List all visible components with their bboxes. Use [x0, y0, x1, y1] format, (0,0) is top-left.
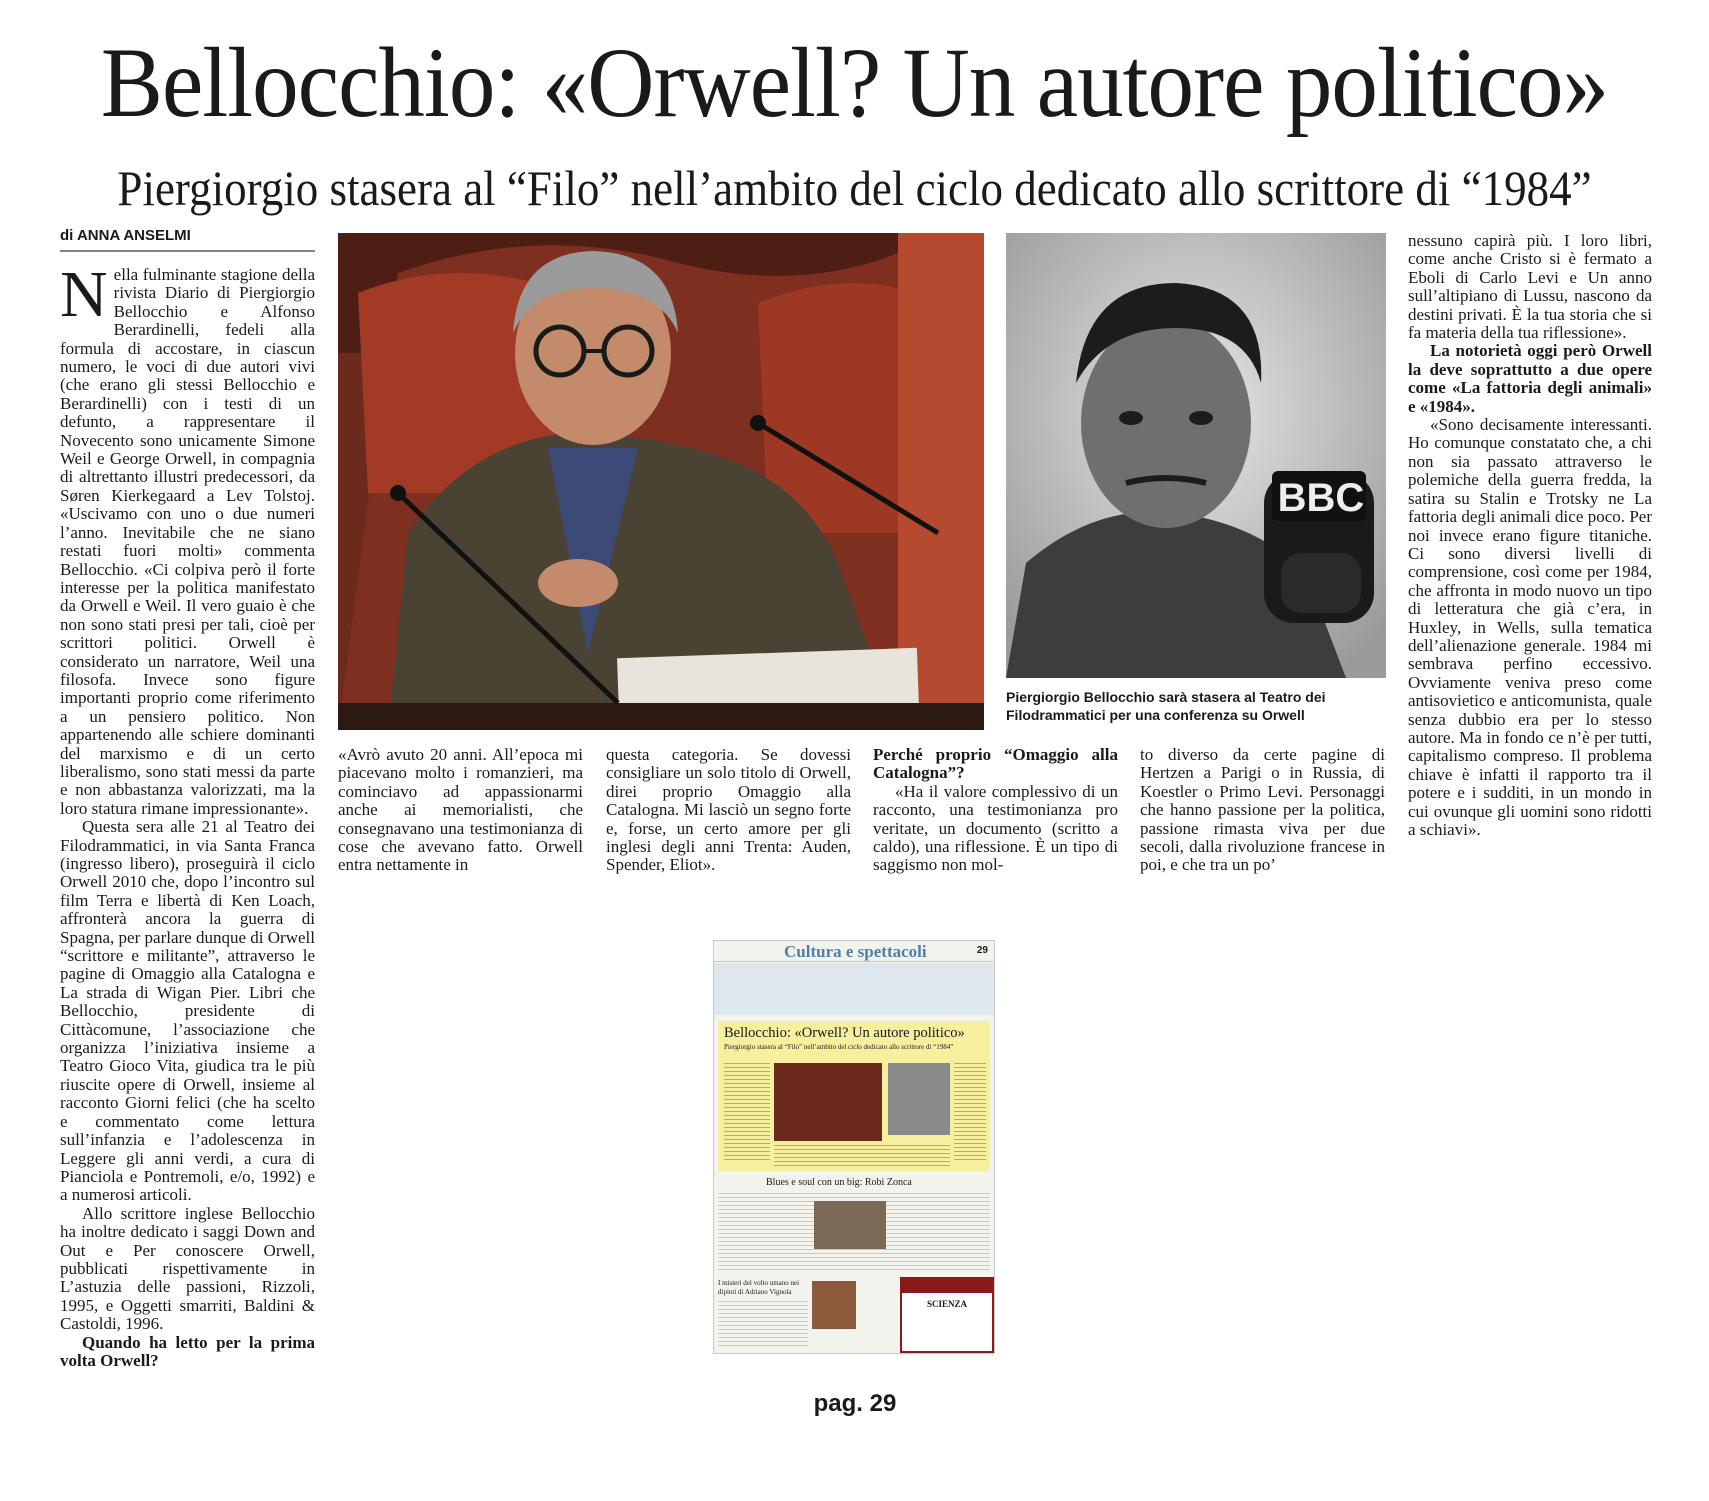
thumb-story-2-title: Blues e soul con un big: Robi Zonca	[766, 1177, 912, 1188]
photo-orwell	[1006, 233, 1386, 678]
drop-cap: N	[60, 258, 108, 331]
thumb-ad-band	[902, 1279, 992, 1293]
thumb-story-3-title: I misteri del volto umano nei dipinti di Adriano Vignola	[718, 1279, 800, 1296]
article-column-6	[1408, 232, 1652, 839]
photo-bellocchio	[338, 233, 984, 730]
thumb-text-lines	[724, 1063, 770, 1163]
paragraph: Questa sera alle 21 al Teatro dei Filodrammatici, in via Santa Franca (ingresso libero), proseguirà il ciclo Orwell 2010 che, dopo l’incontro sul film Terra e libertà di Ken Loach, affronterà ancora la guerra di Spagna, per parlare dunque di Orwell “scrittore e militante”, attraverso le pagine di Omaggio alla Catalogna e La strada di Wigan Pier. Libri che Bellocchio, presidente di Cittàcomune, l’associazione che organizza l’iniziativa insieme a Teatro Gioco Vita, giudica tra le più riuscite opere di Orwell, insieme al racconto Giorni felici (che ha scelto e commentato come lettura sull’infanzia e l’adolescenza in Leggere gli anni verdi, a cura di Pianciola e Pontremoli, e/o, 1992) e a numerosi articoli.	[60, 817, 315, 1205]
paragraph: nessuno capirà più. I loro libri, come anche Cristo si è fermato a Eboli di Carlo Levi e Un anno sull’altipiano di Lussu, nascono da destini privati. È la tua storia che si fa materia della tua riflessione».	[1408, 231, 1652, 343]
photo-caption: Piergiorgio Bellocchio sarà stasera al Teatro dei Filodrammatici per una conferenza su Orwell	[1006, 689, 1326, 723]
interview-question: Quando ha letto per la prima volta Orwell?	[60, 1332, 315, 1370]
thumb-story-2-photo	[814, 1201, 886, 1249]
paragraph: «Sono decisamente interessanti. Ho comunque constatato che, a chi non sia passato attraverso le polemiche della guerra fredda, la satira su Stalin e Trotsky ne La fattoria degli animali dice poco. Per noi invece erano figure titaniche. Ci sono diversi livelli di comprensione, così come per 1984, che affronta in modo nuovo un tipo di letteratura che già c’era, in Huxley, in Wells, sulla tematica dell’alienazione generale. 1984 mi sembrava perfino eccessivo. Ovviamente veniva preso come antisovietico e anticomunista, quale senza dubbio era per lo stesso autore. Ma in fondo ce n’è per tutti, capitalismo compreso. Il problema chiave è infatti il rapporto tra il potere e i sudditi, in un mondo in cui ovunque gli uomini sono ridotti a schiavi».	[1408, 415, 1652, 839]
bbc-label: BBC	[1277, 476, 1365, 520]
article-column-3	[606, 746, 851, 875]
thumb-section: Cultura e spettacoli	[784, 942, 927, 961]
thumb-headline: Bellocchio: «Orwell? Un autore politico»	[724, 1025, 965, 1041]
paragraph: questa categoria. Se dovessi consigliare un solo titolo di Orwell, direi proprio Omaggio alla Catalogna. Mi lasciò un segno forte e, forse, un certo amore per gli inglesi degli anni Trenta: Auden, Spender, Eliot».	[606, 745, 851, 875]
thumb-page-num: 29	[976, 945, 988, 956]
headline: Bellocchio: «Orwell? Un autore politico»	[100, 27, 1609, 138]
byline-rule	[60, 250, 315, 252]
paragraph: «Avrò avuto 20 anni. All’epoca mi piacevano molto i romanzieri, ma cominciavo ad appassionarmi anche ai memorialisti, che consegnavano una testimonianza di cose che avevano fatto. Orwell entra nettamente in	[338, 745, 583, 875]
thumb-ad-title: SCIENZA	[926, 1299, 967, 1309]
thumb-ad	[900, 1277, 994, 1353]
thumb-photo-1	[774, 1063, 882, 1141]
thumb-photo-2	[888, 1063, 950, 1135]
article-column-4	[873, 746, 1118, 875]
article-column-1	[60, 258, 315, 1486]
interview-question: Perché proprio “Omaggio alla Catalogna”?	[873, 745, 1118, 783]
paragraph: to diverso da certe pagine di Hertzen a Parigi o in Russia, di Koestler o Primo Levi. Personaggi che hanno passione per la politica, passione rimasta viva per due secoli, dalla rivoluzione francese in poi, e che tra un po’	[1140, 745, 1385, 875]
thumb-text-lines	[774, 1145, 950, 1167]
thumb-story-3-photo	[812, 1281, 856, 1329]
paragraph: Allo scrittore inglese Bellocchio ha inoltre dedicato i saggi Down and Out e Per conoscere Orwell, pubblicati rispettivamente in L’astuzia delle passioni, Rizzoli, 1995, e Oggetti smarriti, Baldini & Castoldi, 1996.	[60, 1203, 315, 1334]
thumb-subheadline: Piergiorgio stasera al “Filo” nell’ambito del ciclo dedicato allo scrittore di “1984”	[724, 1043, 954, 1051]
interview-question: La notorietà oggi però Orwell la deve soprattutto a due opere come «La fattoria degli animali» e «1984».	[1408, 341, 1652, 416]
paragraph-intro: Nella fulminante stagione della rivista Diario di Piergiorgio Bellocchio e Alfonso Berardinelli, fedeli alla formula di accostare, in ciascun numero, le voci di due autori vivi (che erano gli stessi Bellocchio e Berardinelli) con i testi di un defunto, a rappresentare il Novecento sono unicamente Simone Weil e George Orwell, in compagnia di altrettanto illustri predecessori, da Søren Kierkegaard a Lev Tolstoj. «Uscivamo con uno o due numeri l’anno. Inevitabile che ne siano restati fuori molti» commenta Bellocchio. «Ci colpiva però il forte interesse per la politica manifestato da Orwell e Weil. Il vero guaio è che non sono stati presi per tali, cioè per scrittori politici. Orwell è considerato un narratore, Weil una filosofa. Invece sono figure importanti proprio come riferimento a un pensiero politico. Non appartenendo alle schiere dominanti del marxismo e di un certo liberalismo, sono stati messi da parte e non abbastanza valorizzati, ma la loro statura rimane impressionante».	[60, 258, 315, 818]
page-thumbnail	[713, 940, 995, 1354]
thumb-story-3-text	[718, 1301, 808, 1349]
page-number: pag. 29	[813, 1390, 897, 1417]
thumb-article-highlight	[718, 1021, 990, 1171]
thumb-promo-strip	[714, 963, 994, 1015]
article-column-2	[338, 746, 583, 875]
subheadline: Piergiorgio stasera al “Filo” nell’ambito del ciclo dedicato allo scrittore di “1984”	[117, 160, 1592, 216]
paragraph: «Ha il valore complessivo di un racconto, una testimonianza pro veritate, un documento (scritto a caldo), una riflessione. È un tipo di saggismo non mol-	[873, 781, 1118, 875]
thumb-header	[714, 941, 994, 962]
thumb-text-lines	[954, 1063, 986, 1163]
article-column-5	[1140, 746, 1385, 875]
byline: di ANNA ANSELMI	[60, 227, 191, 244]
